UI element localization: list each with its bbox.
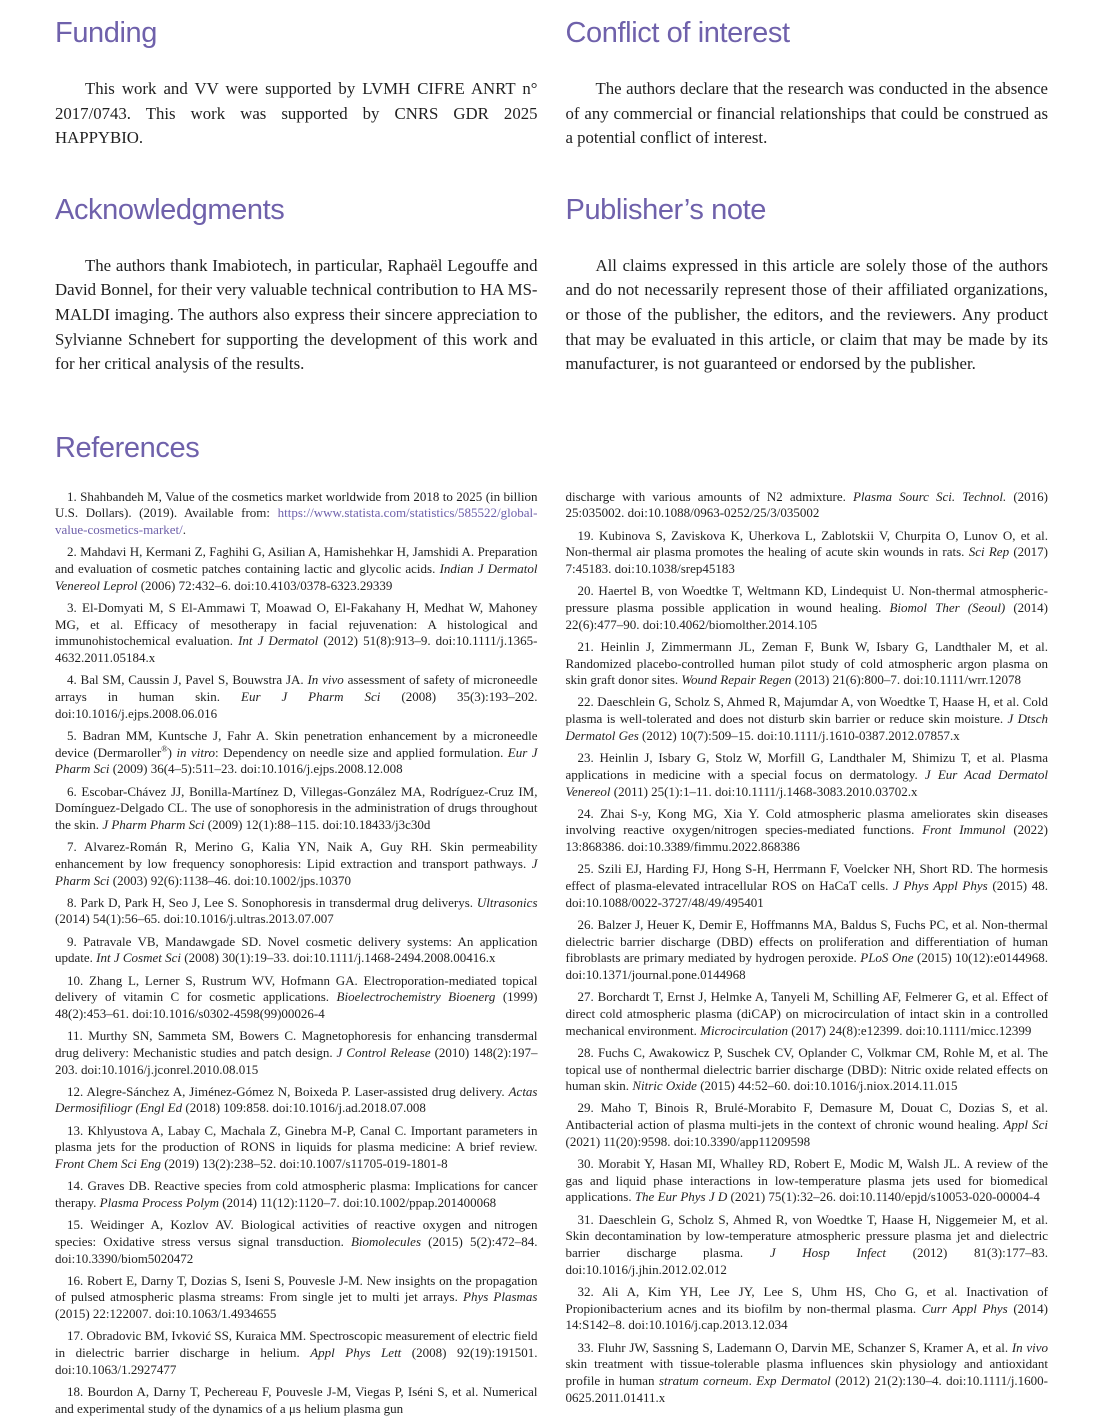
italic-text: Int J Cosmet Sci: [96, 950, 181, 966]
reference-item: 30. Morabit Y, Hasan MI, Whalley RD, Robert E, Modic M, Walsh JL. A review of the gas and liquid phase interactions in low-temperature plasma jets used for biomedical applications. The Eur Phys J D (2021) 75(1):32–26. doi:10.1140/epjd/s10053-020-00004-4: [565, 1156, 1048, 1205]
reference-item: 33. Fluhr JW, Sassning S, Lademann O, Darvin ME, Schanzer S, Kramer A, et al. In vivo skin treatment with tissue-tolerable plasma influences skin physiology and antioxidant profile in human stratum corneum. Exp Dermatol (2012) 21(2):130–4. doi:10.1111/j.1600-0625.2011.01411.x: [565, 1339, 1049, 1405]
funding-paragraph: This work and VV were supported by LVMH CIFRE ANRT n° 2017/0743. This work was supported by CNRS GDR 2025 HAPPYBIO.: [55, 79, 538, 148]
funding-heading: Funding: [55, 17, 157, 49]
acknowledgments-section: [55, 193, 538, 377]
reference-item: 2. Mahdavi H, Kermani Z, Faghihi G, Asilian A, Hamishehkar H, Jamshidi A. Preparation and evaluation of cosmetic patches containing lactic and glycolic acids. Indian J Dermatol Venereol Leprol (2006) 72:432–6. doi:10.4103/0378-6323.29339: [55, 544, 538, 593]
italic-text: The Eur Phys J D: [634, 1189, 728, 1205]
italic-text: PLoS One: [860, 950, 914, 966]
italic-text: J Dtsch Dermatol Ges: [565, 711, 1048, 743]
italic-text: J Hosp Infect: [769, 1245, 886, 1261]
reference-item: 29. Maho T, Binois R, Brulé-Morabito F, Demasure M, Douat C, Dozias S, et al. Antibacterial action of plasma multi-jets in the context of chronic wound healing. Appl Sci (2021) 11(20):9598. doi:10.3390/app11209598: [565, 1100, 1048, 1149]
reference-item: 27. Borchardt T, Ernst J, Helmke A, Tanyeli M, Schilling AF, Felmerer G, et al. Effect of direct cold atmospheric plasma (diCAP) on microcirculation of intact skin in a controlled mechanical environment. Microcirculation (2017) 24(8):e12399. doi:10.1111/micc.12399: [565, 989, 1048, 1038]
reference-item: 5. Badran MM, Kuntsche J, Fahr A. Skin penetration enhancement by a microneedle device (Dermaroller®) in vitro: Dependency on needle size and applied formulation. Eur J Pharm Sci (2009) 36(4–5):511–23. doi:10.1016/j.ejps.2008.12.008: [55, 727, 538, 777]
italic-text: Actas Dermosifiliogr (Engl Ed: [55, 1083, 538, 1116]
italic-text: Plasma Process Polym: [99, 1194, 220, 1210]
references-heading: References: [55, 431, 200, 464]
reference-item: 20. Haertel B, von Woedtke T, Weltmann KD, Lindequist U. Non-thermal atmospheric-pressure plasma possible application in wound healing. Biomol Ther (Seoul) (2014) 22(6):477–90. doi:10.4062/biomolther.2014.105: [565, 583, 1048, 632]
reference-link[interactable]: https://www.statista.com/statistics/585522/global-value-cosmetics-market/: [55, 505, 538, 538]
references-left-column: [55, 489, 538, 1423]
reference-item: 10. Zhang L, Lerner S, Rustrum WV, Hofmann GA. Electroporation-mediated topical delivery of vitamin C for cosmetic applications. Bioelectrochemistry Bioenerg (1999) 48(2):453–61. doi:10.1016/s0302-4598(99)00026-4: [55, 972, 538, 1021]
reference-item: 23. Heinlin J, Isbary G, Stolz W, Morfill G, Landthaler M, Shimizu T, et al. Plasma applications in medicine with a special focus on dermatology. J Eur Acad Dermatol Venereol (2011) 25(1):1–11. doi:10.1111/j.1468-3083.2010.03702.x: [565, 750, 1048, 799]
italic-text: J Control Release: [336, 1044, 431, 1060]
reference-item: 16. Robert E, Darny T, Dozias S, Iseni S, Pouvesle J-M. New insights on the propagation of pulsed atmospheric plasma streams: From single jet to multi jet arrays. Phys Plasmas (2015) 22:122007. doi:10.1063/1.4934655: [55, 1272, 538, 1322]
italic-text: Int J Dermatol: [238, 633, 319, 649]
reference-continuation: discharge with various amounts of N2 admixture. Plasma Sourc Sci. Technol. (2016) 25:035002. doi:10.1088/0963-0252/25/3/035002: [565, 488, 1048, 521]
publishers-note-section: [566, 193, 1049, 377]
reference-item: 19. Kubinova S, Zaviskova K, Uherkova L, Zablotskii V, Churpita O, Lunov O, et al. Non-thermal air plasma promotes the healing of acute skin wounds in rats. Sci Rep (2017) 7:45183. doi:10.1038/srep45183: [565, 527, 1049, 577]
reference-item: 17. Obradovic BM, Ivković SS, Kuraica MM. Spectroscopic measurement of electric field in dielectric barrier discharge in helium. Appl Phys Lett (2008) 92(19):191501. doi:10.1063/1.2927477: [55, 1328, 538, 1377]
italic-text: stratum corneum: [658, 1373, 749, 1388]
acknowledgments-heading: Acknowledgments: [55, 193, 285, 226]
reference-item: 1. Shahbandeh M, Value of the cosmetics market worldwide from 2018 to 2025 (in billion U.S. Dollars). (2019). Available from: https://www.statista.com/statistics/585522/global-value-cosmetics-market/.: [55, 488, 538, 538]
reference-item: 14. Graves DB. Reactive species from cold atmospheric plasma: Implications for cancer therapy. Plasma Process Polym (2014) 11(12):1120–7. doi:10.1002/ppap.201400068: [55, 1178, 538, 1210]
italic-text: Appl Sci: [1003, 1117, 1048, 1133]
italic-text: Ultrasonics: [476, 894, 538, 910]
reference-item: 6. Escobar-Chávez JJ, Bonilla-Martínez D, Villegas-González MA, Rodríguez-Cruz IM, Domínguez-Delgado CL. The use of sonophoresis in the administration of drugs throughout the skin. J Pharm Pharm Sci (2009) 12(1):88–115. doi:10.18433/j3c30d: [55, 783, 538, 832]
reference-item: 26. Balzer J, Heuer K, Demir E, Hoffmanns MA, Baldus S, Fuchs PC, et al. Non-thermal dielectric barrier discharge (DBD) effects on proliferation and differentiation of human fibroblasts are primary mediated by hydrogen peroxide. PLoS One (2015) 10(12):e0144968. doi:10.1371/journal.pone.0144968: [565, 916, 1048, 983]
italic-text: Appl Phys Lett: [310, 1345, 402, 1361]
superscript-mark: ®: [161, 743, 168, 754]
italic-text: Sci Rep: [968, 544, 1010, 560]
funding-section: [55, 16, 538, 151]
italic-text: Indian J Dermatol Venereol Leprol: [55, 561, 538, 593]
left-column: [55, 16, 538, 419]
reference-item: 3. El-Domyati M, S El-Ammawi T, Moawad O, El-Fakahany H, Medhat W, Mahoney MG, et al. Efficacy of mesotherapy in facial rejuvenation: A histological and immunohistochemical evaluation. Int J Dermatol (2012) 51(8):913–9. doi:10.1111/j.1365-4632.2011.05184.x: [55, 599, 538, 666]
publishers-note-paragraph: All claims expressed in this article are solely those of the authors and do not necessarily represent those of their affiliated organizations, or those of the publisher, the editors, and the reviewers. Any product that may be evaluated in this article, or claim that may be made by its manufacturer, is not guaranteed or endorsed by the publisher.: [565, 255, 1048, 374]
italic-text: J Phys Appl Phys: [893, 878, 988, 894]
reference-item: 13. Khlyustova A, Labay C, Machala Z, Ginebra M-P, Canal C. Important parameters in plasma jets for the production of RONS in liquids for plasma medicine: A brief review. Front Chem Sci Eng (2019) 13(2):238–52. doi:10.1007/s11705-019-1801-8: [55, 1122, 538, 1172]
references-right-column: [566, 489, 1049, 1423]
conflict-of-interest-heading: Conflict of interest: [565, 17, 790, 49]
reference-item: 9. Patravale VB, Mandawgade SD. Novel cosmetic delivery systems: An application update. Int J Cosmet Sci (2008) 30(1):19–33. doi:10.1111/j.1468-2494.2008.00416.x: [55, 933, 538, 966]
italic-text: Plasma Sourc Sci. Technol.: [852, 488, 1007, 504]
back-matter-grid: [55, 16, 1048, 419]
italic-text: Eur J Pharm Sci: [241, 688, 381, 704]
italic-text: Curr Appl Phys: [921, 1300, 1008, 1316]
publishers-note-heading: Publisher’s note: [565, 193, 766, 226]
reference-item: 15. Weidinger A, Kozlov AV. Biological activities of reactive oxygen and nitrogen species: Oxidative stress versus signal transduction. Biomolecules (2015) 5(2):472–84. doi:10.3390/biom5020472: [55, 1217, 538, 1266]
reference-item: 7. Alvarez-Román R, Merino G, Kalia YN, Naik A, Guy RH. Skin permeability enhancement by low frequency sonophoresis: Lipid extraction and transport pathways. J Pharm Sci (2003) 92(6):1138–46. doi:10.1002/jps.10370: [55, 839, 538, 888]
italic-text: Microcirculation: [700, 1022, 788, 1038]
reference-item: 8. Park D, Park H, Seo J, Lee S. Sonophoresis in transdermal drug deliverys. Ultrasonics (2014) 54(1):56–65. doi:10.1016/j.ultras.2013.07.007: [55, 894, 538, 927]
italic-text: Nitric Oxide: [632, 1078, 697, 1094]
right-column: [566, 16, 1049, 419]
italic-text: In vivo: [307, 672, 344, 688]
italic-text: Front Immunol: [922, 822, 1006, 838]
italic-text: J Pharm Sci: [55, 855, 538, 888]
italic-text: In vivo: [1011, 1339, 1049, 1355]
reference-item: 25. Szili EJ, Harding FJ, Hong S-H, Herrmann F, Voelcker NH, Short RD. The hormesis effect of plasma-elevated intracellular ROS on HaCaT cells. J Phys Appl Phys (2015) 48. doi:10.1088/0022-3727/48/49/495401: [565, 861, 1048, 910]
reference-item: 18. Bourdon A, Darny T, Pechereau F, Pouvesle J-M, Viegas P, Iséni S, et al. Numerical and experimental study of the dynamics of a μs helium plasma gun: [55, 1384, 538, 1416]
conflict-of-interest-section: [566, 16, 1049, 151]
italic-text: Exp Dermatol: [756, 1373, 831, 1388]
italic-text: J Eur Acad Dermatol Venereol: [565, 766, 1048, 799]
reference-item: 22. Daeschlein G, Scholz S, Ahmed R, Majumdar A, von Woedtke T, Haase H, et al. Cold plasma is well-tolerated and does not disturb skin barrier or reduce skin moisture. J Dtsch Dermatol Ges (2012) 10(7):509–15. doi:10.1111/j.1610-0387.2012.07857.x: [565, 694, 1048, 743]
reference-item: 28. Fuchs C, Awakowicz P, Suschek CV, Oplander C, Volkmar CM, Rohle M, et al. The topical use of nonthermal dielectric barrier discharge (DBD): Nitric oxide related effects on human skin. Nitric Oxide (2015) 44:52–60. doi:10.1016/j.niox.2014.11.015: [565, 1044, 1048, 1094]
italic-text: Biomol Ther (Seoul): [889, 599, 1006, 615]
reference-item: 21. Heinlin J, Zimmermann JL, Zeman F, Bunk W, Isbary G, Landthaler M, et al. Randomized placebo-controlled human pilot study of cold atmospheric argon plasma on skin graft donor sites. Wound Repair Regen (2013) 21(6):800–7. doi:10.1111/wrr.12078: [565, 638, 1048, 688]
acknowledgments-paragraph: The authors thank Imabiotech, in particular, Raphaël Legouffe and David Bonnel, for their very valuable technical contribution to HA MS-MALDI imaging. The authors also express their sincere appreciation to Sylvianne Schnebert for supporting the development of this work and for her critical analysis of the results.: [55, 255, 538, 374]
reference-item: 31. Daeschlein G, Scholz S, Ahmed R, von Woedtke T, Haase H, Niggemeier M, et al. Skin decontamination by low-temperature atmospheric pressure plasma jet and dielectric barrier discharge plasma. J Hosp Infect (2012) 81(3):177–83. doi:10.1016/j.jhin.2012.02.012: [565, 1211, 1048, 1277]
italic-text: Wound Repair Regen: [681, 672, 792, 688]
italic-text: J Pharm Pharm Sci: [102, 816, 205, 832]
italic-text: in vitro: [176, 744, 216, 760]
italic-text: Bioelectrochemistry Bioenerg: [336, 989, 496, 1005]
italic-text: Phys Plasmas: [463, 1289, 538, 1305]
reference-item: 24. Zhai S-y, Kong MG, Xia Y. Cold atmospheric plasma ameliorates skin diseases involving reactive oxygen/nitrogen species-mediated functions. Front Immunol (2022) 13:868386. doi:10.3389/fimmu.2022.868386: [565, 805, 1048, 855]
conflict-of-interest-paragraph: The authors declare that the research was conducted in the absence of any commercial or financial relationships that could be construed as a potential conflict of interest.: [565, 79, 1048, 148]
reference-item: 32. Ali A, Kim YH, Lee JY, Lee S, Uhm HS, Cho G, et al. Inactivation of Propionibacterium acnes and its biofilm by non-thermal plasma. Curr Appl Phys (2014) 14:S142–8. doi:10.1016/j.cap.2013.12.034: [565, 1283, 1048, 1333]
italic-text: Front Chem Sci Eng: [55, 1156, 162, 1172]
reference-item: 11. Murthy SN, Sammeta SM, Bowers C. Magnetophoresis for enhancing transdermal drug delivery: Mechanistic studies and patch design. J Control Release (2010) 148(2):197–203. doi:10.1016/j.jconrel.2010.08.015: [55, 1028, 538, 1077]
italic-text: Eur J Pharm Sci: [55, 744, 538, 777]
reference-item: 4. Bal SM, Caussin J, Pavel S, Bouwstra JA. In vivo assessment of safety of microneedle arrays in human skin. Eur J Pharm Sci (2008) 35(3):193–202. doi:10.1016/j.ejps.2008.06.016: [55, 672, 538, 721]
references-section: [55, 489, 1048, 1423]
reference-item: 12. Alegre-Sánchez A, Jiménez-Gómez N, Boixeda P. Laser-assisted drug delivery. Actas Dermosifiliogr (Engl Ed (2018) 109:858. doi:10.1016/j.ad.2018.07.008: [55, 1083, 538, 1116]
italic-text: Biomolecules: [350, 1233, 422, 1249]
